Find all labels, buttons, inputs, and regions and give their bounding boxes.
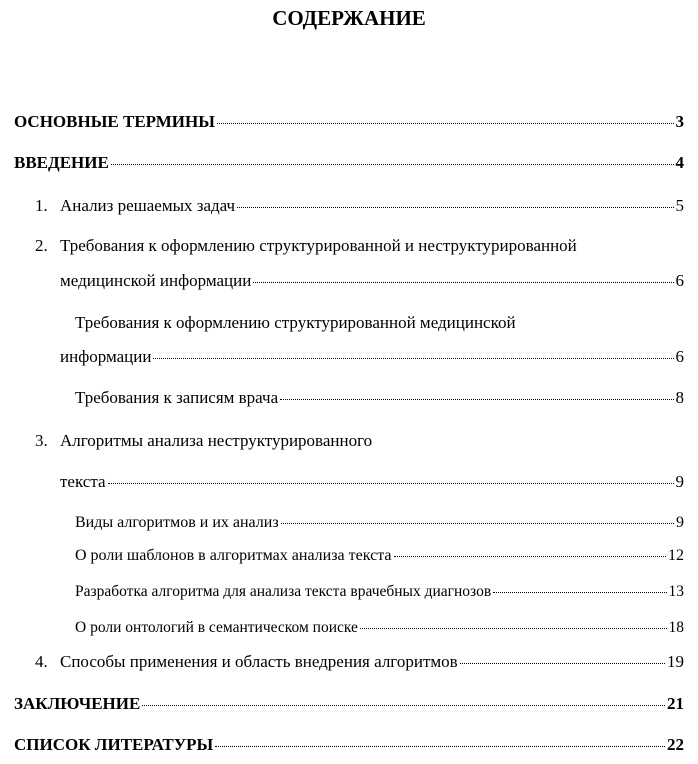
leader-dots <box>215 746 665 747</box>
leader-dots <box>153 358 673 359</box>
toc-page-number: 6 <box>675 347 684 366</box>
toc-entry-text: Требования к записям врача <box>75 388 279 407</box>
toc-entry-algorithms[interactable] <box>60 472 684 492</box>
leader-dots <box>142 705 665 706</box>
toc-entry-text: Виды алгоритмов и их анализ <box>75 514 279 531</box>
toc-entry-introduction[interactable] <box>14 153 684 173</box>
toc-page-number: 9 <box>676 514 684 531</box>
toc-entry-templates-role[interactable] <box>75 546 684 566</box>
leader-dots <box>394 556 666 557</box>
toc-page-number: 3 <box>675 112 684 131</box>
toc-entry-conclusion[interactable] <box>14 694 684 714</box>
toc-entry-text-line2: текста <box>60 472 106 491</box>
toc-entry-algorithm-types[interactable] <box>75 513 684 533</box>
leader-dots <box>237 207 673 208</box>
toc-page-number: 13 <box>668 583 684 600</box>
toc-entry-number: 2. <box>35 236 48 255</box>
toc-entry-text: ОСНОВНЫЕ ТЕРМИНЫ <box>14 112 215 131</box>
toc-page-number: 19 <box>667 652 684 671</box>
toc-entry-number: 4. <box>35 652 48 671</box>
leader-dots <box>111 164 674 165</box>
page-title: СОДЕРЖАНИЕ <box>272 6 426 30</box>
toc-entry-text: СПИСОК ЛИТЕРАТУРЫ <box>14 735 214 754</box>
leader-dots <box>108 483 674 484</box>
toc-entry-text: Способы применения и область внедрения алгоритмов <box>60 652 458 671</box>
toc-entry-task-analysis[interactable] <box>60 196 684 216</box>
leader-dots <box>460 663 665 664</box>
toc-entry-number: 3. <box>35 431 48 450</box>
toc-entry-algorithm-development[interactable] <box>75 582 684 602</box>
toc-entry-text: О роли шаблонов в алгоритмах анализа текста <box>75 547 392 564</box>
toc-entry-references[interactable] <box>14 735 684 755</box>
leader-dots <box>217 123 674 124</box>
toc-entry-terms[interactable] <box>14 112 684 132</box>
toc-entry-text: ВВЕДЕНИЕ <box>14 153 109 172</box>
leader-dots <box>280 399 673 400</box>
toc-entry-text: Анализ решаемых задач <box>60 196 236 215</box>
toc-page-number: 18 <box>668 619 684 636</box>
toc-entry-text-line2: медицинской информации <box>60 271 252 290</box>
toc-page-number: 8 <box>675 388 684 407</box>
leader-dots <box>253 282 673 283</box>
toc-entry-text-line1[interactable]: Требования к оформлению структурированной и неструктурированной <box>60 236 577 255</box>
toc-entry-requirements[interactable] <box>60 271 684 291</box>
toc-entry-text: ЗАКЛЮЧЕНИЕ <box>14 694 141 713</box>
toc-entry-structured-requirements[interactable] <box>60 347 684 367</box>
toc-page-number: 9 <box>675 472 684 491</box>
toc-entry-number: 1. <box>35 196 48 215</box>
toc-entry-text-line1[interactable]: Алгоритмы анализа неструктурированного <box>60 431 373 450</box>
toc-page-number: 6 <box>675 271 684 290</box>
leader-dots <box>281 523 674 524</box>
toc-page-number: 12 <box>668 547 684 564</box>
toc-page-number: 22 <box>667 735 684 754</box>
toc-page-number: 4 <box>675 153 684 172</box>
toc-entry-applications[interactable] <box>60 652 684 672</box>
toc-entry-text: Разработка алгоритма для анализа текста врачебных диагнозов <box>75 583 492 600</box>
toc-entry-text: О роли онтологий в семантическом поиске <box>75 619 358 636</box>
leader-dots <box>360 628 667 629</box>
toc-entry-text-line1[interactable]: Требования к оформлению структурированной медицинской <box>75 313 516 332</box>
toc-page-number: 21 <box>667 694 684 713</box>
toc-entry-text-line2: информации <box>60 347 152 366</box>
leader-dots <box>493 592 666 593</box>
toc-entry-doctor-records[interactable] <box>75 388 684 408</box>
toc-page-number: 5 <box>675 196 684 215</box>
toc-entry-ontologies-role[interactable] <box>75 618 684 638</box>
